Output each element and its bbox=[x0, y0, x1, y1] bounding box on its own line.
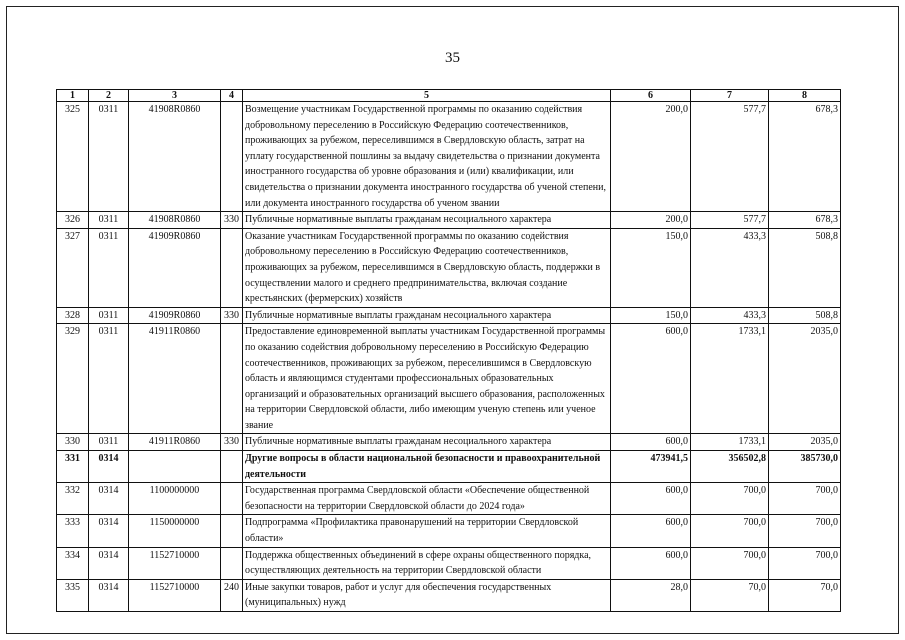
amount-year3-cell: 385730,0 bbox=[769, 451, 841, 483]
description-cell: Возмещение участникам Государственной программы по оказанию содействия добровольному переселению в Российскую Федерацию соотечественников, проживающих за рубежом, переселившимся в Свердловскую область, затрат на уплату государственной пошлины за выдачу свидетельства о признании документа иностранного государства об уровне образования и (или) квалификации, или свидетельства о признании документа иностранного государства об ученой степени, или документа иностранного государства об ученом звании bbox=[243, 102, 611, 212]
description-cell: Государственная программа Свердловской области «Обеспечение общественной безопасности на территории Свердловской области до 2024 года» bbox=[243, 483, 611, 515]
description-cell: Поддержка общественных объединений в сфере охраны общественного порядка, осуществляющих деятельность на территории Свердловской области bbox=[243, 547, 611, 579]
amount-year3-cell: 2035,0 bbox=[769, 434, 841, 451]
row-number-cell: 327 bbox=[57, 228, 89, 307]
expense-type-cell: 330 bbox=[221, 212, 243, 229]
expense-type-cell bbox=[221, 102, 243, 212]
description-cell: Публичные нормативные выплаты гражданам несоциального характера bbox=[243, 307, 611, 324]
amount-year3-cell: 70,0 bbox=[769, 579, 841, 611]
column-header: 5 bbox=[243, 90, 611, 102]
table-row bbox=[57, 451, 841, 483]
row-number-cell: 330 bbox=[57, 434, 89, 451]
amount-year1-cell: 600,0 bbox=[611, 434, 691, 451]
amount-year1-cell: 600,0 bbox=[611, 515, 691, 547]
row-number-cell: 334 bbox=[57, 547, 89, 579]
amount-year2-cell: 1733,1 bbox=[691, 324, 769, 434]
amount-year2-cell: 433,3 bbox=[691, 228, 769, 307]
table-row bbox=[57, 547, 841, 579]
section-code-cell: 0311 bbox=[89, 228, 129, 307]
amount-year2-cell: 577,7 bbox=[691, 212, 769, 229]
amount-year2-cell: 1733,1 bbox=[691, 434, 769, 451]
amount-year2-cell: 577,7 bbox=[691, 102, 769, 212]
table-row bbox=[57, 324, 841, 434]
expense-type-cell bbox=[221, 324, 243, 434]
section-code-cell: 0314 bbox=[89, 515, 129, 547]
column-header: 4 bbox=[221, 90, 243, 102]
description-cell: Подпрограмма «Профилактика правонарушений на территории Свердловской области» bbox=[243, 515, 611, 547]
target-code-cell: 41911R0860 bbox=[129, 324, 221, 434]
amount-year3-cell: 678,3 bbox=[769, 212, 841, 229]
expense-type-cell bbox=[221, 451, 243, 483]
amount-year1-cell: 473941,5 bbox=[611, 451, 691, 483]
description-cell: Оказание участникам Государственной программы по оказанию содействия добровольному переселению в Российскую Федерацию соотечественников, проживающих за рубежом, переселившимся в Свердловскую область, поддержки в осуществлении малого и среднего предпринимательства, включая создание крестьянских (фермерских) хозяйств bbox=[243, 228, 611, 307]
amount-year3-cell: 700,0 bbox=[769, 547, 841, 579]
target-code-cell: 1152710000 bbox=[129, 547, 221, 579]
row-number-cell: 328 bbox=[57, 307, 89, 324]
table-row bbox=[57, 307, 841, 324]
target-code-cell bbox=[129, 451, 221, 483]
table-header-row bbox=[57, 90, 841, 102]
target-code-cell: 1100000000 bbox=[129, 483, 221, 515]
description-cell: Иные закупки товаров, работ и услуг для обеспечения государственных (муниципальных) нужд bbox=[243, 579, 611, 611]
table-row bbox=[57, 102, 841, 212]
amount-year3-cell: 508,8 bbox=[769, 228, 841, 307]
amount-year3-cell: 508,8 bbox=[769, 307, 841, 324]
section-code-cell: 0311 bbox=[89, 434, 129, 451]
description-cell: Другие вопросы в области национальной безопасности и правоохранительной деятельности bbox=[243, 451, 611, 483]
table-row bbox=[57, 483, 841, 515]
section-code-cell: 0311 bbox=[89, 324, 129, 434]
target-code-cell: 1152710000 bbox=[129, 579, 221, 611]
expense-type-cell: 240 bbox=[221, 579, 243, 611]
amount-year1-cell: 600,0 bbox=[611, 547, 691, 579]
amount-year3-cell: 700,0 bbox=[769, 515, 841, 547]
amount-year1-cell: 150,0 bbox=[611, 228, 691, 307]
description-cell: Предоставление единовременной выплаты участникам Государственной программы по оказанию содействия добровольному переселению в Российскую Федерацию соотечественников, проживающих за рубежом, переселившимся в Свердловскую область и являющимся студентами профессиональных образовательных организаций и образовательных организаций высшего образования, расположенных на территории Свердловской области, либо имеющим ученую степень или ученое звание bbox=[243, 324, 611, 434]
row-number-cell: 331 bbox=[57, 451, 89, 483]
amount-year1-cell: 28,0 bbox=[611, 579, 691, 611]
amount-year2-cell: 700,0 bbox=[691, 483, 769, 515]
section-code-cell: 0311 bbox=[89, 102, 129, 212]
row-number-cell: 335 bbox=[57, 579, 89, 611]
budget-table bbox=[56, 89, 841, 612]
row-number-cell: 333 bbox=[57, 515, 89, 547]
amount-year1-cell: 200,0 bbox=[611, 212, 691, 229]
expense-type-cell bbox=[221, 483, 243, 515]
section-code-cell: 0314 bbox=[89, 547, 129, 579]
column-header: 6 bbox=[611, 90, 691, 102]
table-row bbox=[57, 579, 841, 611]
row-number-cell: 332 bbox=[57, 483, 89, 515]
amount-year3-cell: 700,0 bbox=[769, 483, 841, 515]
amount-year2-cell: 700,0 bbox=[691, 515, 769, 547]
section-code-cell: 0311 bbox=[89, 212, 129, 229]
table-body bbox=[57, 102, 841, 612]
amount-year2-cell: 700,0 bbox=[691, 547, 769, 579]
table-row bbox=[57, 228, 841, 307]
column-header: 7 bbox=[691, 90, 769, 102]
target-code-cell: 41911R0860 bbox=[129, 434, 221, 451]
section-code-cell: 0314 bbox=[89, 579, 129, 611]
page-number: 35 bbox=[445, 50, 460, 66]
amount-year2-cell: 433,3 bbox=[691, 307, 769, 324]
expense-type-cell bbox=[221, 547, 243, 579]
target-code-cell: 1150000000 bbox=[129, 515, 221, 547]
amount-year3-cell: 678,3 bbox=[769, 102, 841, 212]
description-cell: Публичные нормативные выплаты гражданам несоциального характера bbox=[243, 212, 611, 229]
expense-type-cell bbox=[221, 228, 243, 307]
column-header: 3 bbox=[129, 90, 221, 102]
row-number-cell: 329 bbox=[57, 324, 89, 434]
table-row bbox=[57, 212, 841, 229]
target-code-cell: 41908R0860 bbox=[129, 212, 221, 229]
description-cell: Публичные нормативные выплаты гражданам несоциального характера bbox=[243, 434, 611, 451]
section-code-cell: 0314 bbox=[89, 483, 129, 515]
target-code-cell: 41908R0860 bbox=[129, 102, 221, 212]
row-number-cell: 325 bbox=[57, 102, 89, 212]
expense-type-cell: 330 bbox=[221, 307, 243, 324]
amount-year1-cell: 200,0 bbox=[611, 102, 691, 212]
amount-year1-cell: 600,0 bbox=[611, 324, 691, 434]
table-row bbox=[57, 434, 841, 451]
amount-year1-cell: 150,0 bbox=[611, 307, 691, 324]
target-code-cell: 41909R0860 bbox=[129, 228, 221, 307]
column-header: 8 bbox=[769, 90, 841, 102]
amount-year1-cell: 600,0 bbox=[611, 483, 691, 515]
section-code-cell: 0311 bbox=[89, 307, 129, 324]
amount-year2-cell: 356502,8 bbox=[691, 451, 769, 483]
expense-type-cell: 330 bbox=[221, 434, 243, 451]
section-code-cell: 0314 bbox=[89, 451, 129, 483]
target-code-cell: 41909R0860 bbox=[129, 307, 221, 324]
expense-type-cell bbox=[221, 515, 243, 547]
table-row bbox=[57, 515, 841, 547]
amount-year2-cell: 70,0 bbox=[691, 579, 769, 611]
column-header: 2 bbox=[89, 90, 129, 102]
amount-year3-cell: 2035,0 bbox=[769, 324, 841, 434]
column-header: 1 bbox=[57, 90, 89, 102]
row-number-cell: 326 bbox=[57, 212, 89, 229]
